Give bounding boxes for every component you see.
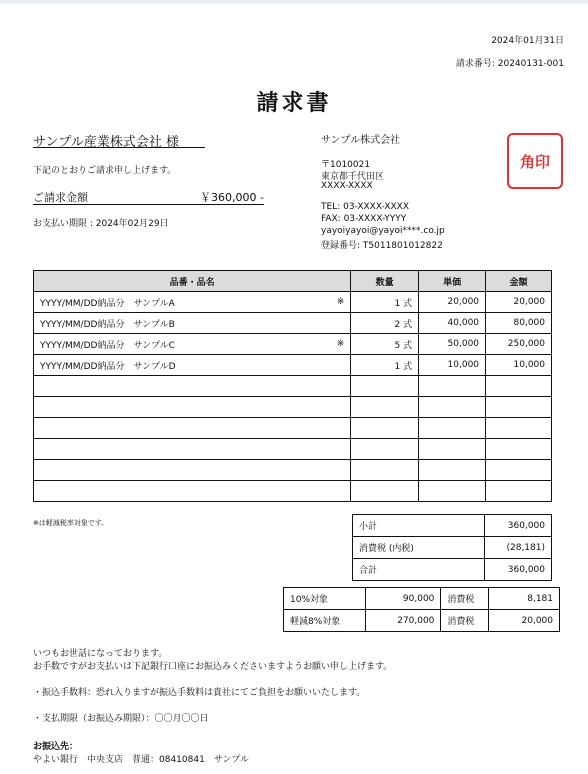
item-name: YYYY/MM/DD納品分 サンプルD [40, 361, 176, 372]
issuer-city: 東京都千代田区 [321, 172, 385, 182]
item-amount: 80,000 [486, 313, 552, 334]
item-amount: 250,000 [486, 334, 552, 355]
reduced-tax-mark: ※ [336, 297, 345, 307]
table-row [34, 292, 552, 313]
tax-category-tax-label: 消費税 [441, 610, 489, 632]
empty-row [34, 418, 552, 439]
issuer-company: サンプル株式会社 [321, 135, 401, 146]
tax-category-tax-label: 消費税 [441, 588, 489, 610]
bank-label: お振込先： [33, 742, 79, 752]
item-unit-price: 40,000 [419, 313, 486, 334]
totals-table [352, 514, 552, 581]
amount-value: ￥360,000 - [200, 191, 264, 204]
header-item: 品番・品名 [34, 271, 351, 292]
empty-row [34, 376, 552, 397]
table-row [34, 334, 552, 355]
company-seal: 角印 [507, 133, 563, 189]
subtotal-label: 小計 [353, 515, 485, 537]
total-value: 360,000 [485, 559, 552, 581]
item-unit-price: 20,000 [419, 292, 486, 313]
item-unit-price: 10,000 [419, 355, 486, 376]
empty-row [34, 397, 552, 418]
empty-row [34, 481, 552, 502]
item-name: YYYY/MM/DD納品分 サンプルB [40, 319, 175, 330]
subtotal-row [353, 515, 552, 537]
table-header-row [34, 271, 552, 292]
message-deadline: ・支払期限（お振込み期限）：〇〇月〇〇日 [33, 714, 209, 724]
tax-breakdown-row [284, 588, 560, 610]
tax-category-label: 10%対象 [284, 588, 366, 610]
header-qty: 数量 [351, 271, 419, 292]
reduced-tax-note: ※は軽減税率対象です。 [33, 519, 109, 527]
invoice-date: 2024年01月31日 [491, 36, 564, 46]
subtotal-value: 360,000 [485, 515, 552, 537]
issuer-tel: TEL: 03-XXXX-XXXX [321, 202, 410, 212]
issuer-email: yayoiyayoi@yayoi****.co.jp [321, 226, 445, 236]
issuer-address: XXXX-XXXX [321, 181, 373, 191]
tax-breakdown-row [284, 610, 560, 632]
message-line1: いつもお世話になっております。 [33, 649, 168, 659]
tax-category-amount: 90,000 [365, 588, 441, 610]
items-table [33, 270, 552, 502]
item-amount: 10,000 [486, 355, 552, 376]
tax-category-tax: 8,181 [489, 588, 560, 610]
total-label: 合計 [353, 559, 485, 581]
issuer-postal: 〒1010021 [321, 160, 371, 170]
bank-details: やよい銀行 中央支店 普通：08410841 サンプル [33, 755, 249, 765]
top-bar [0, 0, 588, 4]
due-date: お支払い期限 : 2024年02月29日 [33, 219, 169, 229]
empty-row [34, 460, 552, 481]
message-line2: お手数ですがお支払いは下記銀行口座にお振込みくださいますようお願い申し上げます。 [33, 662, 393, 672]
header-amount: 金額 [486, 271, 552, 292]
issuer-registration: 登録番号: T5011801012822 [321, 241, 443, 251]
item-qty: 1 式 [351, 292, 419, 313]
tax-category-label: 軽減8%対象 [284, 610, 366, 632]
table-row [34, 355, 552, 376]
client-name: サンプル産業株式会社 様 [33, 135, 179, 150]
reduced-tax-mark: ※ [336, 339, 345, 349]
empty-row [34, 439, 552, 460]
total-row [353, 559, 552, 581]
item-qty: 5 式 [351, 334, 419, 355]
invoice-number: 請求番号: 20240131-001 [455, 59, 564, 69]
item-name: YYYY/MM/DD納品分 サンプルC [40, 340, 175, 351]
issuer-fax: FAX: 03-XXXX-YYYY [321, 214, 407, 224]
tax-row [353, 537, 552, 559]
tax-category-tax: 20,000 [489, 610, 560, 632]
item-qty: 1 式 [351, 355, 419, 376]
header-unit-price: 単価 [419, 271, 486, 292]
table-row [34, 313, 552, 334]
item-qty: 2 式 [351, 313, 419, 334]
page-title: 請求書 [256, 91, 332, 116]
message-fee: ・振込手数料：恐れ入りますが振込手数料は貴社にてご負担をお願いいたします。 [33, 688, 366, 698]
item-name: YYYY/MM/DD納品分 サンプルA [40, 298, 175, 309]
tax-breakdown-table [283, 587, 560, 632]
item-amount: 20,000 [486, 292, 552, 313]
item-unit-price: 50,000 [419, 334, 486, 355]
amount-underline [33, 204, 264, 205]
tax-label: 消費税 (内税) [353, 537, 485, 559]
tax-value: (28,181) [485, 537, 552, 559]
amount-label: ご請求金額 [33, 191, 88, 204]
client-underline [33, 147, 205, 148]
tax-category-amount: 270,000 [365, 610, 441, 632]
intro-text: 下記のとおりご請求申し上げます。 [33, 166, 177, 176]
